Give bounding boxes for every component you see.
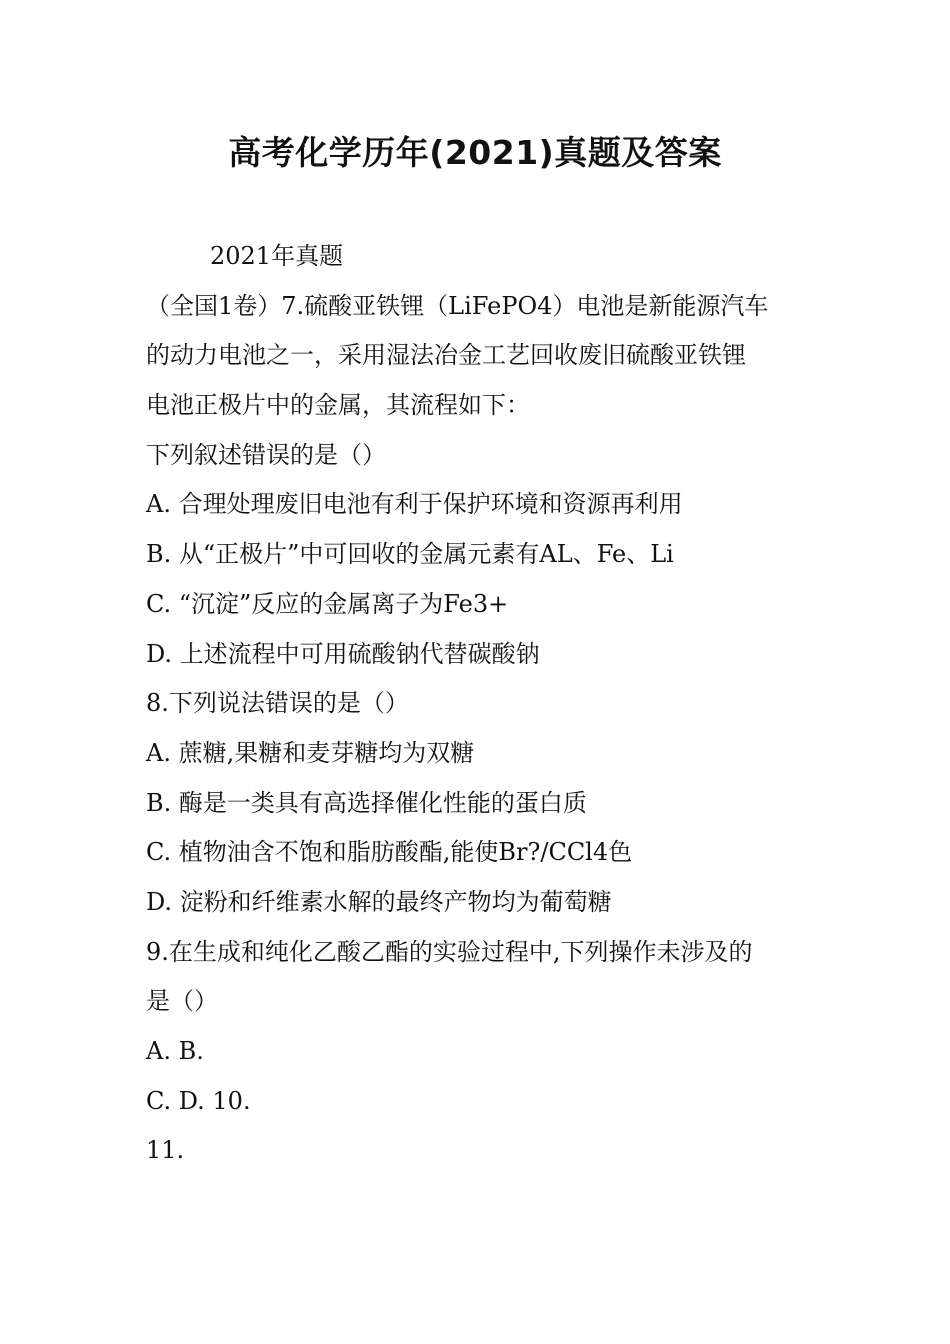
option-a: A. 合理处理废旧电池有利于保护环境和资源再利用: [146, 490, 683, 519]
question-9-prompt: 是（）: [146, 987, 218, 1016]
document-body: [146, 232, 816, 1176]
option-a: A. 蔗糖,果糖和麦芽糖均为双糖: [146, 738, 475, 767]
document-title: 高考化学历年(2021)真题及答案: [228, 133, 722, 172]
options-row: C. D. 10.: [146, 1086, 251, 1115]
question-8-prompt: 8.下列说法错误的是（）: [146, 689, 409, 718]
option-b: B. 从“正极片”中可回收的金属元素有AL、Fe、Li: [146, 540, 674, 569]
question-7-text: 的动力电池之一，采用湿法冶金工艺回收废旧硫酸亚铁锂: [146, 341, 746, 370]
question-9-prompt: 9.在生成和纯化乙酸乙酯的实验过程中,下列操作未涉及的: [146, 937, 753, 966]
section-heading: 2021年真题: [210, 242, 344, 270]
option-d: D. 上述流程中可用硫酸钠代替碳酸钠: [146, 639, 540, 668]
question-7-text: （全国1卷）7.硫酸亚铁锂（LiFePO4）电池是新能源汽车: [146, 291, 769, 320]
question-11-number: 11.: [146, 1136, 185, 1165]
question-7-prompt: 下列叙述错误的是（）: [146, 440, 386, 469]
option-b: B. 酶是一类具有高选择催化性能的蛋白质: [146, 788, 587, 817]
option-c: C. 植物油含不饱和脂肪酸酯,能使Br?/CCl4色: [146, 838, 633, 867]
option-d: D. 淀粉和纤维素水解的最终产物均为葡萄糖: [146, 887, 612, 916]
options-row: A. B.: [146, 1037, 204, 1065]
option-c: C. “沉淀”反应的金属离子为Fe3+: [146, 589, 509, 618]
question-7-text: 电池正极片中的金属，其流程如下：: [146, 391, 530, 420]
